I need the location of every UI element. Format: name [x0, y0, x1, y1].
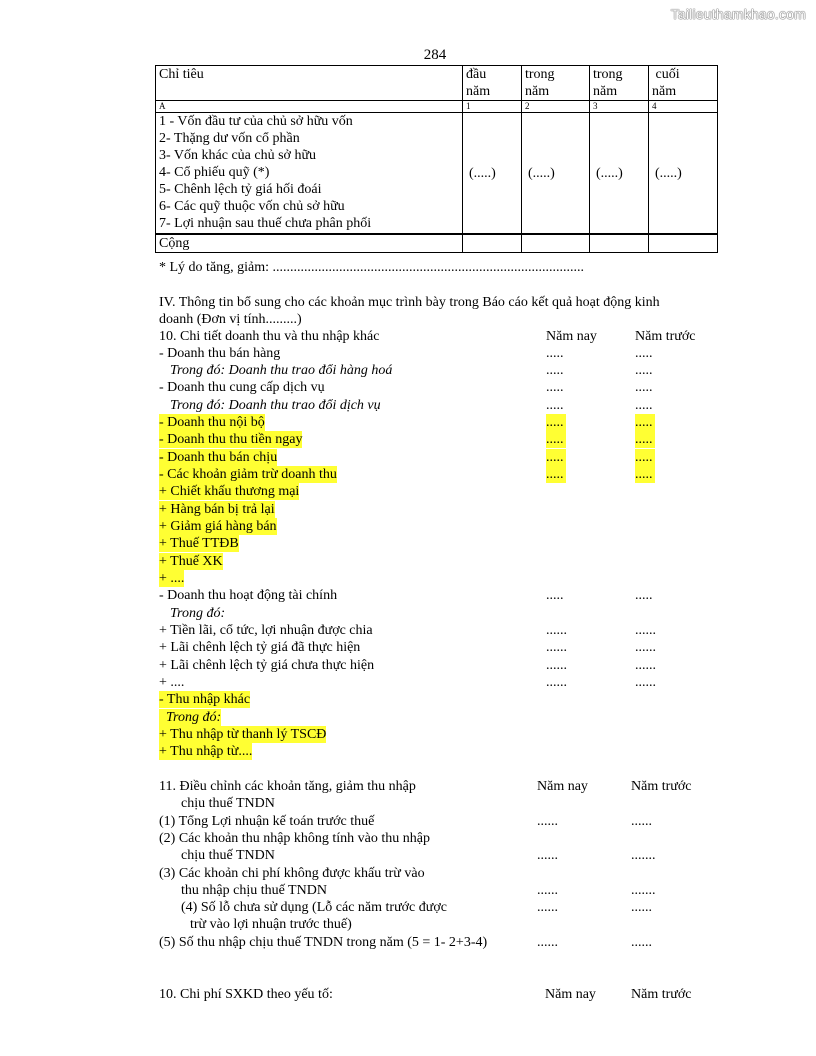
header-cell: trong năm: [590, 66, 649, 101]
index-cell: 3: [590, 101, 649, 113]
revenue-row-label: - Doanh thu bán chịu: [159, 450, 278, 465]
tax-adjust-row-current: ......: [537, 848, 558, 863]
revenue-row-label: + Lãi chênh lệch tỷ giá đã thực hiện: [159, 640, 361, 655]
revenue-row-previous: .....: [635, 449, 655, 466]
index-cell: 1: [463, 101, 522, 113]
item-line: 1 - Vốn đầu tư của chủ sở hữu vốn: [159, 114, 353, 129]
revenue-row-current: ......: [546, 640, 567, 655]
revenue-row-label: - Doanh thu hoạt động tài chính: [159, 588, 338, 603]
tax-adjust-row-label: (2) Các khoản thu nhập không tính vào thu nhập: [159, 831, 431, 846]
tax-adjust-row-label: (3) Các khoản chi phí không được khấu trừ vào: [159, 866, 425, 881]
item-line: 3- Vốn khác của chủ sở hữu: [159, 148, 317, 163]
revenue-row-current: .....: [546, 398, 564, 413]
revenue-row-label: - Doanh thu thu tiền ngay: [159, 432, 303, 447]
revenue-row-previous: .....: [635, 346, 653, 361]
index-cell: 4: [649, 101, 718, 113]
revenue-col-previous: Năm trước: [635, 329, 696, 344]
header-cell: cuối năm: [649, 66, 718, 101]
tax-adjust-heading: 11. Điều chỉnh các khoản tăng, giảm thu nhập: [159, 779, 416, 794]
revenue-row-previous: .....: [635, 588, 653, 603]
tax-adjust-row-label: (5) Số thu nhập chịu thuế TNDN trong năm (5 = 1- 2+3-4): [159, 935, 488, 950]
revenue-row-previous: ......: [635, 675, 656, 690]
value-cell: (.....): [590, 113, 649, 235]
tax-adjust-row-current: ......: [537, 935, 558, 950]
revenue-row-label: Trong đó:: [159, 709, 221, 726]
tax-adjust-row-previous: ......: [631, 814, 652, 829]
table-column-index-row: [156, 101, 718, 113]
revenue-row-current: .....: [546, 449, 566, 466]
tax-adjust-col-previous: Năm trước: [631, 779, 692, 794]
revenue-row-current: .....: [546, 414, 566, 431]
revenue-row-label: - Các khoản giảm trừ doanh thu: [159, 467, 337, 482]
tax-adjust-heading-cont: chịu thuế TNDN: [181, 796, 275, 811]
tax-adjust-row-label-cont: thu nhập chịu thuế TNDN: [181, 883, 327, 898]
tax-adjust-row-previous: .......: [631, 883, 656, 898]
revenue-row-previous: ......: [635, 623, 656, 638]
revenue-row-current: .....: [546, 380, 564, 395]
cost-col-previous: Năm trước: [631, 987, 692, 1002]
revenue-row-label: + ....: [159, 571, 185, 586]
cost-heading: 10. Chi phí SXKD theo yếu tố:: [159, 987, 333, 1002]
page-number: 284: [423, 47, 447, 63]
item-line: 2- Thặng dư vốn cổ phần: [159, 131, 300, 146]
revenue-row-current: .....: [546, 431, 566, 448]
revenue-row-current: ......: [546, 675, 567, 690]
section-iv-title: IV. Thông tin bổ sung cho các khoản mục trình bày trong Báo cáo kết quả hoạt động kinh: [159, 295, 660, 310]
tax-adjust-row-label-cont: chịu thuế TNDN: [181, 848, 275, 863]
revenue-row-label: - Doanh thu bán hàng: [159, 346, 281, 361]
revenue-row-label: + ....: [159, 675, 185, 690]
revenue-row-previous: .....: [635, 380, 653, 395]
revenue-row-previous: .....: [635, 414, 655, 431]
index-cell: A: [156, 101, 463, 113]
tax-adjust-row-previous: ......: [631, 935, 652, 950]
revenue-row-label: Trong đó: Doanh thu trao đổi hàng hoá: [170, 363, 393, 378]
tax-adjust-row-current: ......: [537, 900, 558, 915]
revenue-row-label: - Doanh thu nội bộ: [159, 415, 265, 430]
table-header-row: [156, 66, 718, 101]
reason-line: * Lý do tăng, giảm: .........................................................................................: [159, 260, 585, 275]
revenue-row-label: + Tiền lãi, cổ tức, lợi nhuận được chia: [159, 623, 373, 638]
table-total-row: [156, 234, 718, 253]
tax-adjust-row-label: (1) Tổng Lợi nhuận kế toán trước thuế: [159, 814, 375, 829]
items-cell: [156, 113, 463, 235]
revenue-row-previous: .....: [635, 398, 653, 413]
revenue-row-label: - Thu nhập khác: [159, 692, 251, 707]
item-line: 4- Cổ phiếu quỹ (*): [159, 165, 270, 180]
header-cell: đầu năm: [463, 66, 522, 101]
tax-adjust-row-previous: .......: [631, 848, 656, 863]
value-cell: (.....): [649, 113, 718, 235]
revenue-row-current: ......: [546, 623, 567, 638]
revenue-row-label: + Lãi chênh lệch tỷ giá chưa thực hiện: [159, 658, 375, 673]
tax-adjust-row-label-cont: trừ vào lợi nhuận trước thuế): [190, 917, 352, 932]
revenue-row-label: + Thuế TTĐB: [159, 536, 239, 551]
revenue-col-current: Năm nay: [546, 329, 597, 344]
revenue-row-current: .....: [546, 346, 564, 361]
revenue-row-previous: ......: [635, 658, 656, 673]
tax-adjust-row-current: ......: [537, 883, 558, 898]
value-cell: (.....): [522, 113, 590, 235]
tax-adjust-row-label: (4) Số lỗ chưa sử dụng (Lỗ các năm trước được: [181, 900, 447, 915]
watermark: Tailieuthamkhao.com: [670, 6, 806, 22]
revenue-row-label: - Doanh thu cung cấp dịch vụ: [159, 380, 325, 395]
tax-adjust-row-current: ......: [537, 814, 558, 829]
item-line: 7- Lợi nhuận sau thuế chưa phân phối: [159, 216, 372, 231]
index-cell: 2: [522, 101, 590, 113]
value-cell: (.....): [463, 113, 522, 235]
revenue-row-current: .....: [546, 588, 564, 603]
header-cell: trong năm: [522, 66, 590, 101]
header-cell: Chỉ tiêu: [156, 66, 463, 101]
revenue-row-label: + Thu nhập từ....: [159, 744, 253, 759]
item-line: 5- Chênh lệch tỷ giá hối đoái: [159, 182, 322, 197]
revenue-row-current: ......: [546, 658, 567, 673]
item-line: 6- Các quỹ thuộc vốn chủ sở hữu: [159, 199, 345, 214]
tax-adjust-row-previous: ......: [631, 900, 652, 915]
revenue-row-label: Trong đó: Doanh thu trao đổi dịch vụ: [170, 398, 381, 413]
equity-change-table: [155, 65, 718, 253]
total-label: Cộng: [156, 234, 463, 253]
total-cell: [590, 234, 649, 253]
revenue-row-current: .....: [546, 466, 566, 483]
total-cell: [463, 234, 522, 253]
total-cell: [522, 234, 590, 253]
revenue-row-current: .....: [546, 363, 564, 378]
revenue-row-previous: .....: [635, 363, 653, 378]
cost-col-current: Năm nay: [545, 987, 596, 1002]
revenue-row-label: Trong đó:: [170, 606, 226, 621]
revenue-row-label: + Thu nhập từ thanh lý TSCĐ: [159, 727, 327, 742]
revenue-heading: 10. Chi tiết doanh thu và thu nhập khác: [159, 329, 380, 344]
revenue-row-label: + Giảm giá hàng bán: [159, 519, 277, 534]
revenue-row-label: + Chiết khấu thương mại: [159, 484, 300, 499]
revenue-row-previous: ......: [635, 640, 656, 655]
table-items-row: [156, 113, 718, 235]
total-cell: [649, 234, 718, 253]
revenue-row-label: + Hàng bán bị trả lại: [159, 502, 275, 517]
section-iv-unit: doanh (Đơn vị tính.........): [159, 312, 302, 327]
revenue-row-previous: .....: [635, 431, 655, 448]
tax-adjust-col-current: Năm nay: [537, 779, 588, 794]
revenue-row-label: + Thuế XK: [159, 554, 223, 569]
revenue-row-previous: .....: [635, 466, 655, 483]
